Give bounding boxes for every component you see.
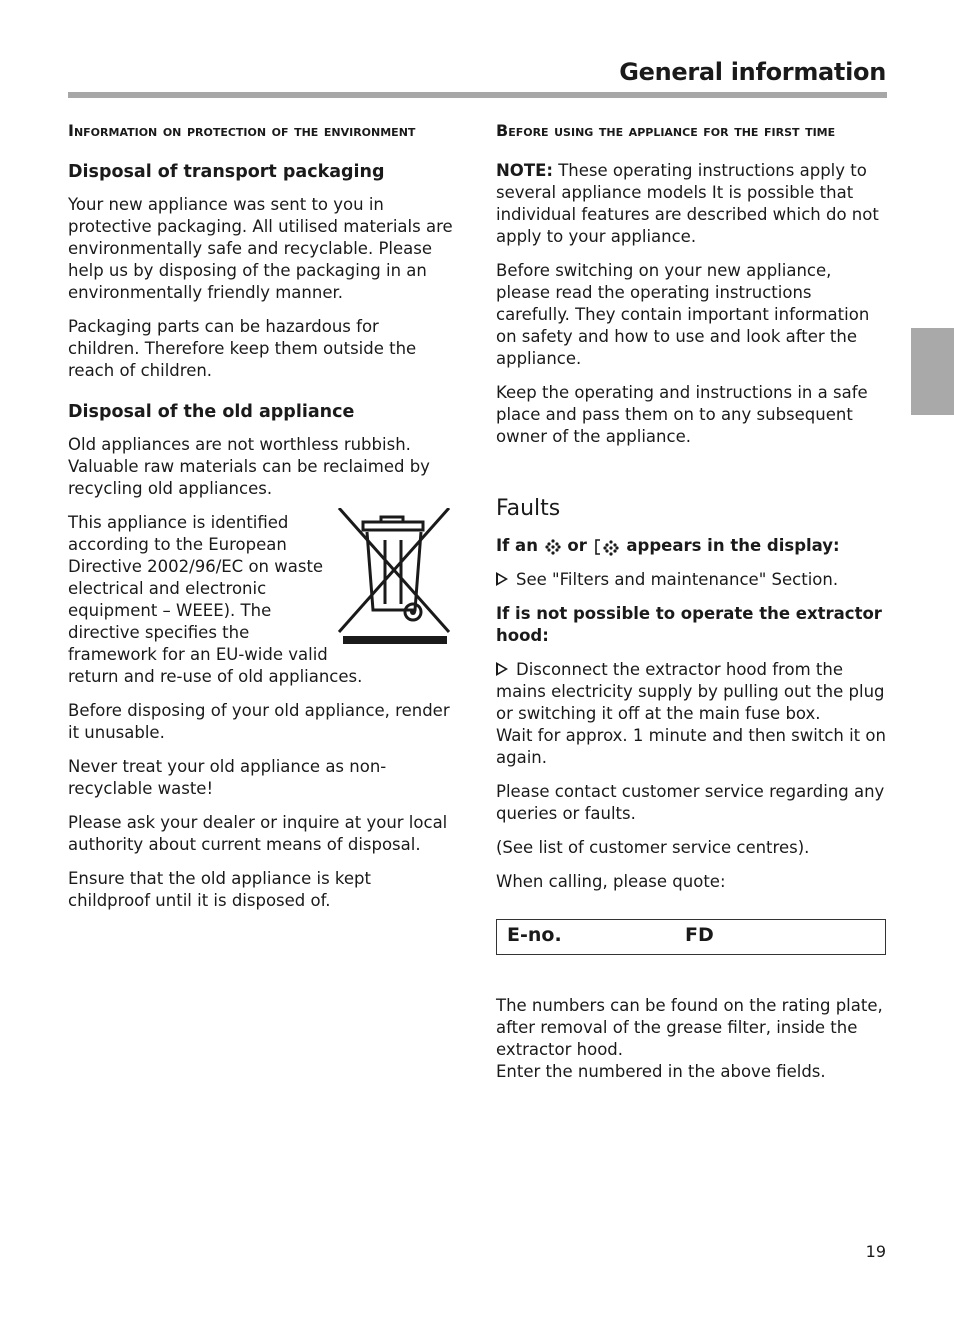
- paragraph: Before switching on your new appliance, please read the operating instructions carefully. They contain important information on safety and how to use and look after the appliance.: [496, 261, 870, 368]
- side-tab-marker: [911, 328, 954, 415]
- text: appears in the display:: [620, 536, 840, 555]
- section-title-environment: Information on protection of the environment: [68, 121, 416, 140]
- weee-crossed-bin-icon: [335, 508, 453, 646]
- fault-question-hood: If is not possible to operate the extractor hood:: [496, 604, 882, 645]
- paragraph: Please ask your dealer or inquire at your local authority about current means of disposal.: [68, 813, 448, 854]
- fault-answer: [496, 659, 886, 725]
- paragraph: Old appliances are not worthless rubbish. Valuable raw materials can be reclaimed by recycling old appliances.: [68, 435, 430, 498]
- paragraph: Ensure that the old appliance is kept childproof until it is disposed of.: [68, 869, 371, 910]
- arrow-right-icon: [496, 662, 508, 676]
- paragraph: Enter the numbered in the above fields.: [496, 1062, 826, 1081]
- paragraph: Keep the operating and instructions in a safe place and pass them on to any subsequent owner of the appliance.: [496, 383, 868, 446]
- weee-block: [68, 512, 453, 688]
- fd-label: FD: [685, 924, 714, 946]
- text: See "Filters and maintenance" Section.: [516, 570, 839, 589]
- note-text: These operating instructions apply to several appliance models It is possible that individual features are described which do not apply to your appliance.: [496, 161, 879, 246]
- faults-heading: Faults: [496, 496, 561, 521]
- paragraph: Packaging parts can be hazardous for children. Therefore keep them outside the reach of children.: [68, 317, 417, 380]
- text: or: [561, 536, 593, 555]
- fault-question-display: [496, 535, 886, 557]
- arrow-right-icon: [496, 572, 508, 586]
- charcoal-filter-symbol-icon: [593, 538, 621, 556]
- heading-transport-packaging: Disposal of transport packaging: [68, 162, 385, 182]
- heading-old-appliance: Disposal of the old appliance: [68, 402, 355, 422]
- text: Disconnect the extractor hood from the mains electricity supply by pulling out the plug or switching it off at the main fuse box.: [496, 660, 885, 723]
- note-paragraph: [496, 160, 886, 248]
- page-number: 19: [865, 1242, 886, 1261]
- paragraph-weee: This appliance is identified according to the European Directive 2002/96/EC on waste electrical and electronic equipment – WEEE). The directive specifies the framework for an EU-wide valid: [68, 513, 328, 664]
- paragraph: Before disposing of your old appliance, render it unusable.: [68, 701, 450, 742]
- header-rule: [68, 92, 887, 98]
- paragraph: Wait for approx. 1 minute and then switch it on again.: [496, 726, 886, 767]
- eno-label: E-no.: [507, 924, 562, 946]
- right-column: [496, 120, 886, 1095]
- eno-fd-field-box: [496, 919, 886, 955]
- paragraph: The numbers can be found on the rating plate, after removal of the grease filter, inside the extractor hood.: [496, 996, 883, 1059]
- left-column: [68, 120, 453, 924]
- paragraph: (See list of customer service centres).: [496, 838, 810, 857]
- paragraph: Never treat your old appliance as non-recyclable waste!: [68, 757, 387, 798]
- text: If an: [496, 536, 544, 555]
- section-title-first-use: Before using the appliance for the first time: [496, 121, 836, 140]
- page-title: General information: [619, 58, 886, 86]
- note-label: NOTE:: [496, 161, 553, 180]
- grease-filter-symbol-icon: [544, 538, 562, 556]
- paragraph-weee-end: return and re-use of old appliances.: [68, 667, 363, 686]
- paragraph: Please contact customer service regarding any queries or faults.: [496, 782, 885, 823]
- paragraph: When calling, please quote:: [496, 872, 726, 891]
- paragraph: Your new appliance was sent to you in protective packaging. All utilised materials are environmentally safe and recyclable. Please help us by disposing of the packaging in an environmentally friendly manner.: [68, 195, 453, 302]
- fault-answer: [496, 569, 886, 591]
